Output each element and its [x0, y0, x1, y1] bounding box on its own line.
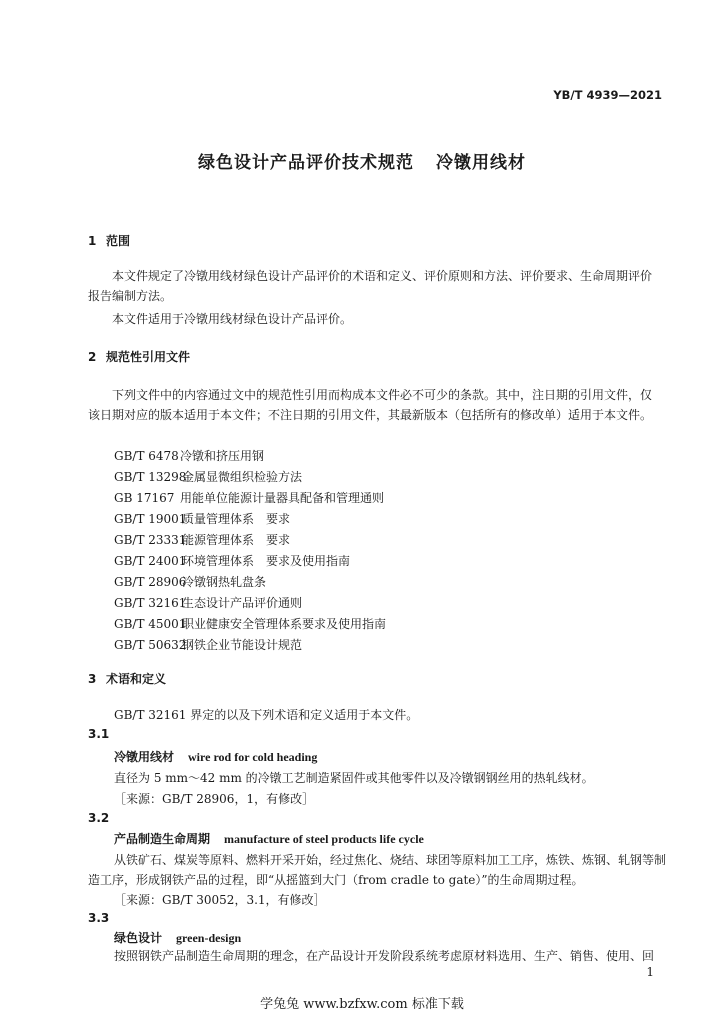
- reference-item: [114, 573, 266, 590]
- term-number: 3.1: [88, 727, 110, 741]
- term-definition: 从铁矿石、煤炭等原料、燃料开采开始，经过焦化、烧结、球团等原料加工工序，炼铁、炼钢、轧钢等制: [114, 853, 667, 867]
- reference-item: [114, 531, 290, 548]
- term-zh: 绿色设计: [114, 931, 163, 945]
- reference-item: [114, 510, 290, 527]
- reference-title: 金属显微组织检验方法: [182, 470, 303, 484]
- section-3-heading: [88, 670, 166, 687]
- title-main: 绿色设计产品评价技术规范: [198, 153, 414, 173]
- term-en: green-design: [176, 931, 242, 945]
- watermark-footer: 学兔兔 www.bzfxw.com 标准下载: [260, 997, 464, 1012]
- section-title: 范围: [106, 234, 131, 248]
- reference-code: GB/T 19001: [114, 512, 187, 526]
- term-number: 3.2: [88, 811, 110, 825]
- term-definition: 按照钢铁产品制造生命周期的理念，在产品设计开发阶段系统考虑原材料选用、生产、销售、使用、回: [114, 949, 655, 963]
- paragraph: 本文件适用于冷镦用线材绿色设计产品评价。: [112, 312, 353, 326]
- term-number: 3.3: [88, 911, 110, 925]
- section-number: 2: [88, 350, 97, 364]
- section-title: 术语和定义: [106, 672, 167, 686]
- reference-title: 生态设计产品评价通则: [182, 596, 303, 610]
- term-zh: 产品制造生命周期: [114, 832, 211, 846]
- paragraph: 本文件规定了冷镦用线材绿色设计产品评价的术语和定义、评价原则和方法、评价要求、生命周期评价报告编制方法。: [88, 269, 653, 303]
- term-heading: [114, 929, 241, 946]
- reference-title: 冷镦钢热轧盘条: [182, 575, 267, 589]
- reference-code: GB/T 6478: [114, 449, 179, 463]
- reference-item: [114, 447, 264, 464]
- term-heading: [114, 748, 317, 765]
- section-2-heading: [88, 348, 190, 365]
- section-title: 规范性引用文件: [106, 350, 191, 364]
- paragraph: 下列文件中的内容通过文中的规范性引用而构成本文件必不可少的条款。其中，注日期的引用文件，仅该日期对应的版本适用于本文件；不注日期的引用文件，其最新版本（包括所有的修改单）适用于本文件。: [88, 388, 653, 422]
- term-en: wire rod for cold heading: [188, 750, 318, 764]
- reference-code: GB/T 24001: [114, 554, 187, 568]
- document-code: YB/T 4939—2021: [553, 88, 662, 102]
- reference-code: GB/T 45001: [114, 617, 187, 631]
- page-number: 1: [646, 965, 654, 979]
- reference-title: 环境管理体系 要求及使用指南: [182, 554, 351, 568]
- title-sub: 冷镦用线材: [436, 153, 526, 173]
- reference-title: 职业健康安全管理体系要求及使用指南: [182, 617, 387, 631]
- reference-title: 用能单位能源计量器具配备和管理通则: [180, 491, 385, 505]
- term-source: ［来源：GB/T 30052，3.1，有修改］: [114, 893, 326, 907]
- section-1-heading: [88, 232, 130, 249]
- term-en: manufacture of steel products life cycle: [224, 832, 424, 846]
- reference-code: GB 17167: [114, 491, 175, 505]
- section-number: 1: [88, 234, 97, 248]
- reference-code: GB/T 13298: [114, 470, 187, 484]
- reference-title: 质量管理体系 要求: [182, 512, 291, 526]
- reference-title: 能源管理体系 要求: [182, 533, 291, 547]
- reference-title: 冷镦和挤压用钢: [180, 449, 265, 463]
- reference-item: [114, 552, 350, 569]
- page-title: [0, 148, 724, 173]
- reference-item: [114, 615, 386, 632]
- term-source: ［来源：GB/T 28906，1，有修改］: [114, 792, 315, 806]
- term-definition: 造工序，形成钢铁产品的过程，即“从摇篮到大门（from cradle to gate）”的生命周期过程。: [88, 873, 584, 887]
- reference-code: GB/T 23331: [114, 533, 187, 547]
- term-definition: 直径为 5 mm～42 mm 的冷镦工艺制造紧固件或其他零件以及冷镦钢钢丝用的热轧线材。: [114, 771, 594, 785]
- reference-code: GB/T 32161: [114, 596, 187, 610]
- reference-item: [114, 636, 302, 653]
- reference-item: [114, 468, 302, 485]
- reference-item: [114, 489, 384, 506]
- paragraph: GB/T 32161 界定的以及下列术语和定义适用于本文件。: [114, 708, 419, 722]
- section-number: 3: [88, 672, 97, 686]
- reference-code: GB/T 28906: [114, 575, 187, 589]
- reference-item: [114, 594, 302, 611]
- reference-title: 钢铁企业节能设计规范: [182, 638, 303, 652]
- term-zh: 冷镦用线材: [114, 750, 175, 764]
- term-heading: [114, 830, 424, 847]
- reference-code: GB/T 50632: [114, 638, 187, 652]
